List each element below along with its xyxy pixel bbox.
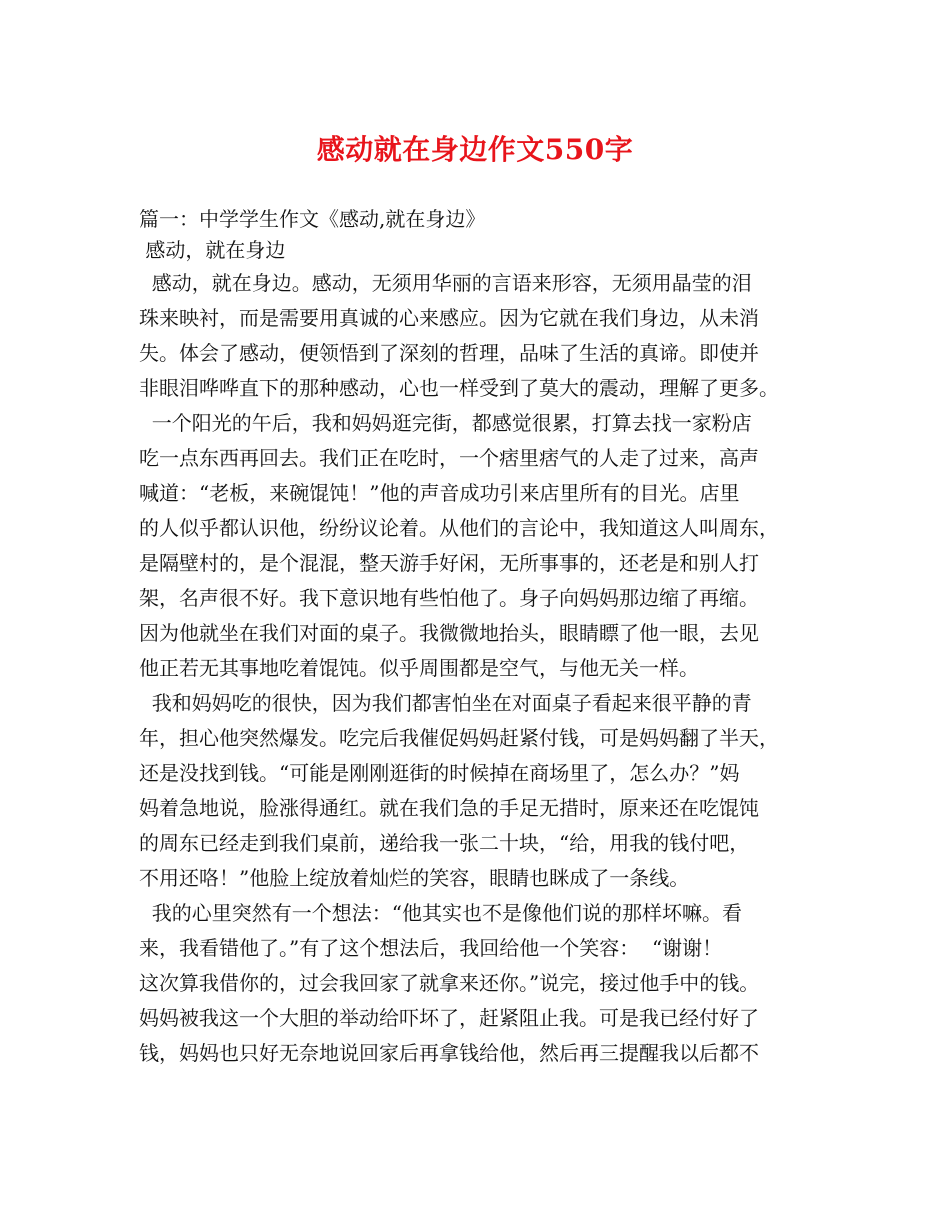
text-line: 来，我看错他了。”有了这个想法后，我回给他一个笑容： “谢谢！: [139, 936, 723, 960]
text-line: 还是没找到钱。“可能是刚刚逛街的时候掉在商场里了，怎么办？”妈: [139, 761, 740, 785]
text-line: 妈妈被我这一个大胆的举动给吓坏了，赶紧阻止我。可是我已经付好了: [139, 1006, 759, 1030]
text-line: 失。体会了感动，便领悟到了深刻的哲理，品味了生活的真谛。即使并: [139, 341, 759, 365]
document-title: 感动就在身边作文550字: [316, 133, 634, 166]
text-line: 珠来映衬，而是需要用真诚的心来感应。因为它就在我们身边，从未消: [139, 306, 759, 330]
text-line: 的周东已经走到我们桌前，递给我一张二十块，“给，用我的钱付吧，: [139, 831, 750, 855]
text-line: 是隔壁村的，是个混混，整天游手好闲，无所事事的，还老是和别人打: [139, 551, 759, 575]
essay-subtitle: 感动，就在身边: [139, 238, 286, 262]
document-body: [139, 204, 829, 1071]
text-line: 一个阳光的午后，我和妈妈逛完街，都感觉很累，打算去找一家粉店: [139, 411, 752, 435]
text-line: 吃一点东西再回去。我们正在吃时，一个痞里痞气的人走了过来，高声: [139, 446, 759, 470]
text-line: 非眼泪哗哗直下的那种感动，心也一样受到了莫大的震动，理解了更多。: [139, 376, 779, 400]
text-line: 钱，妈妈也只好无奈地说回家后再拿钱给他，然后再三提醒我以后都不: [139, 1041, 759, 1065]
text-line: 我的心里突然有一个想法：“他其实也不是像他们说的那样坏嘛。看: [139, 901, 742, 925]
text-line: 妈着急地说，脸涨得通红。就在我们急的手足无措时，原来还在吃馄饨: [139, 796, 759, 820]
text-line: 的人似乎都认识他，纷纷议论着。从他们的言论中，我知道这人叫周东，: [139, 516, 779, 540]
text-line: 我和妈妈吃的很快，因为我们都害怕坐在对面桌子看起来很平静的青: [139, 691, 752, 715]
text-line: 感动，就在身边。感动，无须用华丽的言语来形容，无须用晶莹的泪: [139, 271, 752, 295]
text-line: 不用还咯！”他脸上绽放着灿烂的笑容，眼睛也眯成了一条线。: [139, 866, 690, 890]
text-line: 喊道：“老板，来碗馄饨！”他的声音成功引来店里所有的目光。店里: [139, 481, 740, 505]
text-line: 他正若无其事地吃着馄饨。似乎周围都是空气，与他无关一样。: [139, 656, 699, 680]
text-line: 年，担心他突然爆发。吃完后我催促妈妈赶紧付钱，可是妈妈翻了半天，: [139, 726, 779, 750]
text-line: 因为他就坐在我们对面的桌子。我微微地抬头，眼睛瞟了他一眼，去见: [139, 621, 759, 645]
section-heading: 篇一：中学学生作文《感动,就在身边》: [139, 207, 486, 231]
text-line: 这次算我借你的，过会我回家了就拿来还你。”说完，接过他手中的钱。: [139, 971, 760, 995]
text-line: 架，名声很不好。我下意识地有些怕他了。身子向妈妈那边缩了再缩。: [139, 586, 759, 610]
